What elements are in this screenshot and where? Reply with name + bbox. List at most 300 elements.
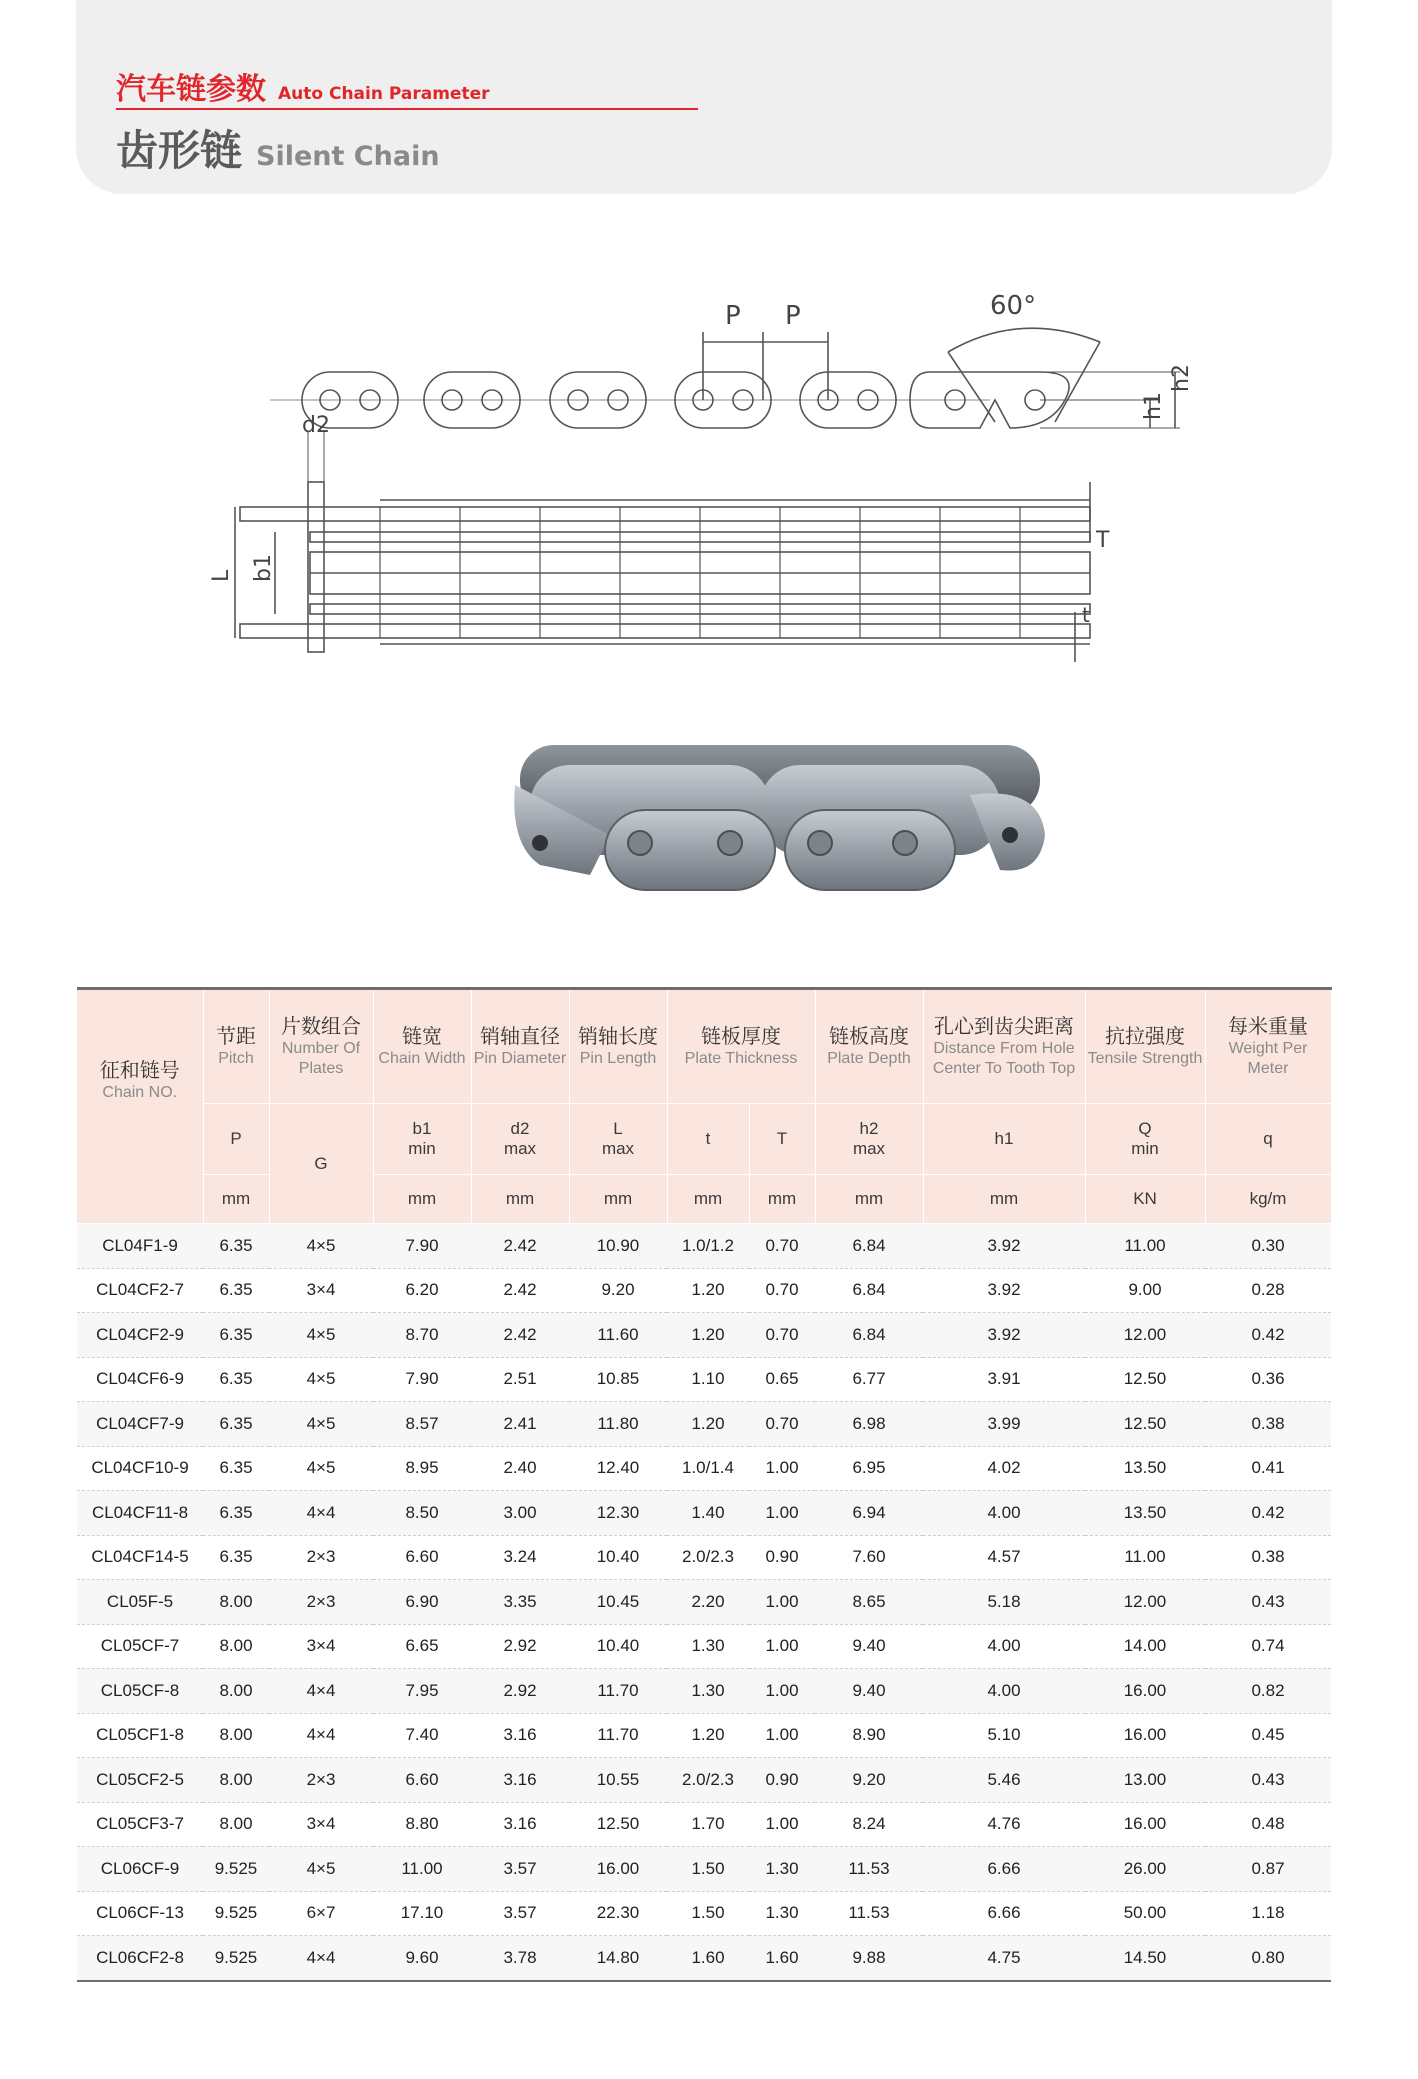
table-cell: 4×5 bbox=[269, 1357, 373, 1402]
table-cell: 11.00 bbox=[1085, 1535, 1205, 1580]
silent-chain-spec-table bbox=[77, 987, 1332, 1982]
table-cell: 9.88 bbox=[815, 1936, 923, 1981]
sym-plate-depth-sub: max bbox=[852, 1139, 886, 1158]
table-cell: 11.00 bbox=[373, 1847, 471, 1892]
table-cell: 8.95 bbox=[373, 1446, 471, 1491]
table-cell: 6.35 bbox=[203, 1224, 269, 1269]
table-cell: 4.75 bbox=[923, 1936, 1085, 1981]
col-distance-en: Distance From Hole Center To Tooth Top bbox=[932, 1039, 1076, 1077]
table-cell: 16.00 bbox=[569, 1847, 667, 1892]
chain-no-cell: CL04CF2-7 bbox=[77, 1268, 203, 1313]
sym-tensile-sub: min bbox=[1131, 1139, 1159, 1158]
table-cell: 1.70 bbox=[667, 1802, 749, 1847]
sym-pin-length bbox=[569, 1104, 667, 1175]
table-cell: 6.84 bbox=[815, 1268, 923, 1313]
table-cell: 3×4 bbox=[269, 1624, 373, 1669]
table-cell: 50.00 bbox=[1085, 1891, 1205, 1936]
col-chain-no-en: Chain NO. bbox=[102, 1084, 178, 1101]
table-cell: 14.80 bbox=[569, 1936, 667, 1981]
sym-plate-depth bbox=[815, 1104, 923, 1175]
table-cell: 17.10 bbox=[373, 1891, 471, 1936]
table-cell: 8.24 bbox=[815, 1802, 923, 1847]
sym-tensile-sym: Q bbox=[1138, 1119, 1152, 1138]
table-cell: 1.0/1.4 bbox=[667, 1446, 749, 1491]
table-cell: 3.99 bbox=[923, 1402, 1085, 1447]
table-cell: 12.30 bbox=[569, 1491, 667, 1536]
table-cell: 8.00 bbox=[203, 1758, 269, 1803]
table-cell: 8.70 bbox=[373, 1313, 471, 1358]
table-cell: 13.50 bbox=[1085, 1491, 1205, 1536]
table-cell: 1.0/1.2 bbox=[667, 1224, 749, 1269]
L-label: L bbox=[209, 569, 234, 582]
table-row bbox=[77, 1936, 1331, 1981]
pitch-label-2: P bbox=[785, 301, 801, 331]
table-cell: 6.98 bbox=[815, 1402, 923, 1447]
col-pin-length bbox=[569, 989, 667, 1104]
table-cell: 11.60 bbox=[569, 1313, 667, 1358]
page-title bbox=[116, 118, 440, 178]
col-pitch-en: Pitch bbox=[218, 1049, 254, 1067]
table-cell: 1.20 bbox=[667, 1313, 749, 1358]
table-cell: 8.00 bbox=[203, 1669, 269, 1714]
table-cell: 6.35 bbox=[203, 1402, 269, 1447]
sym-width bbox=[373, 1104, 471, 1175]
table-cell: 6.60 bbox=[373, 1535, 471, 1580]
table-cell: 10.45 bbox=[569, 1580, 667, 1625]
page-title-cn: 齿形链 bbox=[116, 126, 243, 175]
table-cell: 0.90 bbox=[749, 1535, 815, 1580]
table-cell: 6.60 bbox=[373, 1758, 471, 1803]
chain-no-cell: CL05CF2-5 bbox=[77, 1758, 203, 1803]
chain-no-cell: CL05F-5 bbox=[77, 1580, 203, 1625]
col-plates-en: Number Of Plates bbox=[281, 1039, 361, 1077]
table-cell: 1.00 bbox=[749, 1669, 815, 1714]
table-cell: 0.70 bbox=[749, 1313, 815, 1358]
table-cell: 11.53 bbox=[815, 1847, 923, 1892]
table-cell: 2×3 bbox=[269, 1580, 373, 1625]
table-cell: 1.00 bbox=[749, 1713, 815, 1758]
unit-weight: kg/m bbox=[1205, 1175, 1331, 1224]
sym-plates: G bbox=[269, 1104, 373, 1224]
table-cell: 6.35 bbox=[203, 1446, 269, 1491]
col-plate-thickness bbox=[667, 989, 815, 1104]
table-cell: 1.00 bbox=[749, 1580, 815, 1625]
sym-T: T bbox=[749, 1104, 815, 1175]
table-cell: 6.66 bbox=[923, 1891, 1085, 1936]
table-cell: 11.80 bbox=[569, 1402, 667, 1447]
col-pin-diameter-en: Pin Diameter bbox=[473, 1049, 567, 1067]
category-heading bbox=[116, 64, 490, 108]
angle-label: 60° bbox=[990, 291, 1037, 321]
table-cell: 6.94 bbox=[815, 1491, 923, 1536]
table-cell: 1.20 bbox=[667, 1268, 749, 1313]
spec-table-body bbox=[77, 1224, 1331, 1981]
T-label: T bbox=[1096, 528, 1110, 553]
col-tensile-en: Tensile Strength bbox=[1087, 1049, 1203, 1067]
table-cell: 7.40 bbox=[373, 1713, 471, 1758]
table-cell: 6.95 bbox=[815, 1446, 923, 1491]
col-pitch-cn: 节距 bbox=[216, 1025, 256, 1048]
table-cell: 2×3 bbox=[269, 1535, 373, 1580]
silent-chain-photo bbox=[500, 725, 1060, 900]
table-cell: 1.20 bbox=[667, 1402, 749, 1447]
chain-no-cell: CL04CF2-9 bbox=[77, 1313, 203, 1358]
col-plate-depth-en: Plate Depth bbox=[827, 1049, 911, 1067]
table-cell: 0.65 bbox=[749, 1357, 815, 1402]
table-cell: 8.50 bbox=[373, 1491, 471, 1536]
table-cell: 0.74 bbox=[1205, 1624, 1331, 1669]
table-cell: 0.70 bbox=[749, 1268, 815, 1313]
col-width bbox=[373, 989, 471, 1104]
sym-t: t bbox=[667, 1104, 749, 1175]
table-cell: 8.00 bbox=[203, 1580, 269, 1625]
table-cell: 2.42 bbox=[471, 1313, 569, 1358]
category-title-cn: 汽车链参数 bbox=[116, 72, 266, 107]
sym-width-sub: min bbox=[408, 1139, 436, 1158]
pitch-label-1: P bbox=[725, 301, 741, 331]
table-row bbox=[77, 1402, 1331, 1447]
page-title-en: Silent Chain bbox=[256, 141, 440, 172]
table-cell: 9.40 bbox=[815, 1669, 923, 1714]
unit-tensile: KN bbox=[1085, 1175, 1205, 1224]
chain-no-cell: CL05CF-8 bbox=[77, 1669, 203, 1714]
table-cell: 2.0/2.3 bbox=[667, 1758, 749, 1803]
table-cell: 4.00 bbox=[923, 1669, 1085, 1714]
table-row bbox=[77, 1713, 1331, 1758]
table-cell: 0.82 bbox=[1205, 1669, 1331, 1714]
table-row bbox=[77, 1535, 1331, 1580]
table-cell: 2.92 bbox=[471, 1624, 569, 1669]
table-cell: 0.87 bbox=[1205, 1847, 1331, 1892]
table-cell: 6.77 bbox=[815, 1357, 923, 1402]
table-cell: 0.38 bbox=[1205, 1535, 1331, 1580]
table-cell: 3×4 bbox=[269, 1802, 373, 1847]
table-cell: 14.00 bbox=[1085, 1624, 1205, 1669]
sym-pitch: P bbox=[203, 1104, 269, 1175]
table-cell: 3.35 bbox=[471, 1580, 569, 1625]
h1-label: h1 bbox=[1141, 392, 1166, 420]
col-width-en: Chain Width bbox=[378, 1049, 466, 1067]
header-row-symbols bbox=[77, 1104, 1331, 1175]
col-distance-cn: 孔心到齿尖距离 bbox=[934, 1015, 1074, 1038]
unit-width: mm bbox=[373, 1175, 471, 1224]
col-plates bbox=[269, 989, 373, 1104]
table-cell: 0.30 bbox=[1205, 1224, 1331, 1269]
table-cell: 8.00 bbox=[203, 1624, 269, 1669]
table-cell: 1.00 bbox=[749, 1446, 815, 1491]
col-weight-en: Weight Per Meter bbox=[1228, 1039, 1308, 1077]
chain-no-cell: CL06CF-9 bbox=[77, 1847, 203, 1892]
table-row bbox=[77, 1224, 1331, 1269]
table-cell: 1.18 bbox=[1205, 1891, 1331, 1936]
table-cell: 6.20 bbox=[373, 1268, 471, 1313]
table-cell: 6.35 bbox=[203, 1491, 269, 1536]
table-cell: 1.50 bbox=[667, 1891, 749, 1936]
unit-t: mm bbox=[667, 1175, 749, 1224]
chain-no-cell: CL04CF11-8 bbox=[77, 1491, 203, 1536]
table-cell: 10.85 bbox=[569, 1357, 667, 1402]
col-plate-depth bbox=[815, 989, 923, 1104]
col-pin-diameter-cn: 销轴直径 bbox=[480, 1025, 560, 1048]
table-cell: 0.43 bbox=[1205, 1580, 1331, 1625]
table-cell: 8.00 bbox=[203, 1713, 269, 1758]
h2-label: h2 bbox=[1169, 364, 1194, 392]
header-band bbox=[76, 0, 1332, 194]
table-cell: 3.57 bbox=[471, 1891, 569, 1936]
table-cell: 0.48 bbox=[1205, 1802, 1331, 1847]
table-cell: 12.00 bbox=[1085, 1580, 1205, 1625]
table-cell: 12.50 bbox=[1085, 1357, 1205, 1402]
col-distance bbox=[923, 989, 1085, 1104]
sym-tensile bbox=[1085, 1104, 1205, 1175]
table-cell: 6.84 bbox=[815, 1313, 923, 1358]
table-cell: 8.65 bbox=[815, 1580, 923, 1625]
table-cell: 6.65 bbox=[373, 1624, 471, 1669]
table-cell: 1.40 bbox=[667, 1491, 749, 1536]
table-cell: 0.38 bbox=[1205, 1402, 1331, 1447]
table-cell: 11.70 bbox=[569, 1713, 667, 1758]
table-cell: 6×7 bbox=[269, 1891, 373, 1936]
table-row bbox=[77, 1357, 1331, 1402]
top-view bbox=[235, 432, 1090, 662]
table-row bbox=[77, 1580, 1331, 1625]
table-cell: 3.57 bbox=[471, 1847, 569, 1892]
table-cell: 16.00 bbox=[1085, 1713, 1205, 1758]
table-cell: 2.40 bbox=[471, 1446, 569, 1491]
table-cell: 22.30 bbox=[569, 1891, 667, 1936]
table-cell: 13.50 bbox=[1085, 1446, 1205, 1491]
col-plate-thickness-cn: 链板厚度 bbox=[701, 1025, 781, 1048]
col-weight-cn: 每米重量 bbox=[1228, 1015, 1308, 1038]
table-cell: 5.18 bbox=[923, 1580, 1085, 1625]
table-cell: 4×5 bbox=[269, 1402, 373, 1447]
table-cell: 2.0/2.3 bbox=[667, 1535, 749, 1580]
table-cell: 1.60 bbox=[667, 1936, 749, 1981]
table-cell: 9.60 bbox=[373, 1936, 471, 1981]
col-plates-cn: 片数组合 bbox=[281, 1015, 361, 1038]
table-row bbox=[77, 1847, 1331, 1892]
t-label: t bbox=[1082, 603, 1090, 627]
table-cell: 4.00 bbox=[923, 1491, 1085, 1536]
table-cell: 1.20 bbox=[667, 1713, 749, 1758]
sym-distance: h1 bbox=[923, 1104, 1085, 1175]
table-cell: 0.70 bbox=[749, 1402, 815, 1447]
header-row-names bbox=[77, 989, 1331, 1104]
table-cell: 16.00 bbox=[1085, 1802, 1205, 1847]
table-cell: 3×4 bbox=[269, 1268, 373, 1313]
table-row bbox=[77, 1313, 1331, 1358]
col-pin-length-cn: 销轴长度 bbox=[578, 1025, 658, 1048]
chain-technical-drawing bbox=[209, 282, 1260, 662]
sym-width-sym: b1 bbox=[412, 1119, 432, 1138]
table-cell: 2×3 bbox=[269, 1758, 373, 1803]
table-cell: 9.525 bbox=[203, 1847, 269, 1892]
table-cell: 1.00 bbox=[749, 1491, 815, 1536]
table-cell: 3.91 bbox=[923, 1357, 1085, 1402]
table-cell: 12.50 bbox=[1085, 1402, 1205, 1447]
table-cell: 6.35 bbox=[203, 1313, 269, 1358]
table-cell: 0.42 bbox=[1205, 1313, 1331, 1358]
table-cell: 8.90 bbox=[815, 1713, 923, 1758]
table-cell: 13.00 bbox=[1085, 1758, 1205, 1803]
unit-pitch: mm bbox=[203, 1175, 269, 1224]
chain-no-cell: CL06CF-13 bbox=[77, 1891, 203, 1936]
sym-pin-diameter-sub: max bbox=[503, 1139, 537, 1158]
table-cell: 10.40 bbox=[569, 1535, 667, 1580]
table-cell: 1.00 bbox=[749, 1624, 815, 1669]
chain-no-cell: CL06CF2-8 bbox=[77, 1936, 203, 1981]
table-cell: 10.40 bbox=[569, 1624, 667, 1669]
chain-no-cell: CL04CF6-9 bbox=[77, 1357, 203, 1402]
table-cell: 5.46 bbox=[923, 1758, 1085, 1803]
table-cell: 8.57 bbox=[373, 1402, 471, 1447]
table-cell: 16.00 bbox=[1085, 1669, 1205, 1714]
col-pin-length-en: Pin Length bbox=[579, 1049, 657, 1067]
table-cell: 9.40 bbox=[815, 1624, 923, 1669]
table-cell: 1.60 bbox=[749, 1936, 815, 1981]
table-row bbox=[77, 1891, 1331, 1936]
col-pitch bbox=[203, 989, 269, 1104]
category-underline bbox=[116, 108, 698, 110]
table-cell: 12.50 bbox=[569, 1802, 667, 1847]
table-cell: 3.16 bbox=[471, 1802, 569, 1847]
table-cell: 7.90 bbox=[373, 1224, 471, 1269]
table-cell: 3.92 bbox=[923, 1313, 1085, 1358]
chain-no-cell: CL04CF14-5 bbox=[77, 1535, 203, 1580]
unit-pin-diameter: mm bbox=[471, 1175, 569, 1224]
table-cell: 6.35 bbox=[203, 1357, 269, 1402]
table-row bbox=[77, 1268, 1331, 1313]
table-cell: 12.00 bbox=[1085, 1313, 1205, 1358]
table-row bbox=[77, 1669, 1331, 1714]
table-cell: 4.02 bbox=[923, 1446, 1085, 1491]
table-cell: 2.51 bbox=[471, 1357, 569, 1402]
table-cell: 11.00 bbox=[1085, 1224, 1205, 1269]
table-cell: 1.10 bbox=[667, 1357, 749, 1402]
table-cell: 3.16 bbox=[471, 1758, 569, 1803]
category-title-en: Auto Chain Parameter bbox=[278, 84, 490, 104]
table-cell: 0.70 bbox=[749, 1224, 815, 1269]
table-cell: 3.16 bbox=[471, 1713, 569, 1758]
table-cell: 10.55 bbox=[569, 1758, 667, 1803]
chain-no-cell: CL05CF3-7 bbox=[77, 1802, 203, 1847]
table-cell: 7.60 bbox=[815, 1535, 923, 1580]
chain-no-cell: CL04F1-9 bbox=[77, 1224, 203, 1269]
table-cell: 0.41 bbox=[1205, 1446, 1331, 1491]
table-cell: 1.50 bbox=[667, 1847, 749, 1892]
table-cell: 1.30 bbox=[667, 1669, 749, 1714]
table-cell: 3.92 bbox=[923, 1224, 1085, 1269]
table-row bbox=[77, 1491, 1331, 1536]
table-cell: 12.40 bbox=[569, 1446, 667, 1491]
table-cell: 1.30 bbox=[667, 1624, 749, 1669]
table-cell: 26.00 bbox=[1085, 1847, 1205, 1892]
table-cell: 9.00 bbox=[1085, 1268, 1205, 1313]
table-row bbox=[77, 1624, 1331, 1669]
table-cell: 9.525 bbox=[203, 1936, 269, 1981]
table-cell: 0.80 bbox=[1205, 1936, 1331, 1981]
table-cell: 4×5 bbox=[269, 1847, 373, 1892]
table-cell: 7.90 bbox=[373, 1357, 471, 1402]
table-cell: 6.35 bbox=[203, 1268, 269, 1313]
table-cell: 4×5 bbox=[269, 1224, 373, 1269]
chain-no-cell: CL05CF-7 bbox=[77, 1624, 203, 1669]
table-cell: 2.42 bbox=[471, 1224, 569, 1269]
table-cell: 0.43 bbox=[1205, 1758, 1331, 1803]
table-cell: 4.57 bbox=[923, 1535, 1085, 1580]
table-cell: 9.525 bbox=[203, 1891, 269, 1936]
table-cell: 0.36 bbox=[1205, 1357, 1331, 1402]
table-cell: 6.84 bbox=[815, 1224, 923, 1269]
table-cell: 3.92 bbox=[923, 1268, 1085, 1313]
table-cell: 2.20 bbox=[667, 1580, 749, 1625]
unit-pin-length: mm bbox=[569, 1175, 667, 1224]
table-row bbox=[77, 1758, 1331, 1803]
table-cell: 3.24 bbox=[471, 1535, 569, 1580]
col-chain-no-cn: 征和链号 bbox=[99, 1060, 180, 1082]
table-cell: 4.76 bbox=[923, 1802, 1085, 1847]
header-row-units bbox=[77, 1175, 1331, 1224]
table-cell: 4×4 bbox=[269, 1713, 373, 1758]
col-tensile-cn: 抗拉强度 bbox=[1105, 1025, 1185, 1048]
chain-no-cell: CL04CF7-9 bbox=[77, 1402, 203, 1447]
unit-T: mm bbox=[749, 1175, 815, 1224]
col-plate-depth-cn: 链板高度 bbox=[829, 1025, 909, 1048]
unit-plate-depth: mm bbox=[815, 1175, 923, 1224]
table-cell: 6.35 bbox=[203, 1535, 269, 1580]
sym-weight: q bbox=[1205, 1104, 1331, 1175]
table-cell: 2.92 bbox=[471, 1669, 569, 1714]
sym-pin-length-sym: L bbox=[613, 1119, 623, 1138]
table-cell: 1.30 bbox=[749, 1847, 815, 1892]
table-cell: 2.42 bbox=[471, 1268, 569, 1313]
b1-label: b1 bbox=[251, 554, 276, 582]
table-cell: 11.70 bbox=[569, 1669, 667, 1714]
table-cell: 3.00 bbox=[471, 1491, 569, 1536]
table-cell: 6.90 bbox=[373, 1580, 471, 1625]
table-cell: 10.90 bbox=[569, 1224, 667, 1269]
sym-plate-depth-sym: h2 bbox=[859, 1119, 879, 1138]
col-tensile bbox=[1085, 989, 1205, 1104]
table-cell: 2.41 bbox=[471, 1402, 569, 1447]
table-cell: 4×5 bbox=[269, 1446, 373, 1491]
table-cell: 0.42 bbox=[1205, 1491, 1331, 1536]
table-cell: 14.50 bbox=[1085, 1936, 1205, 1981]
table-cell: 6.66 bbox=[923, 1847, 1085, 1892]
table-cell: 1.30 bbox=[749, 1891, 815, 1936]
table-cell: 5.10 bbox=[923, 1713, 1085, 1758]
table-cell: 4×5 bbox=[269, 1313, 373, 1358]
table-cell: 4×4 bbox=[269, 1936, 373, 1981]
unit-distance: mm bbox=[923, 1175, 1085, 1224]
table-cell: 11.53 bbox=[815, 1891, 923, 1936]
col-plate-thickness-en: Plate Thickness bbox=[684, 1049, 798, 1067]
sym-pin-diameter bbox=[471, 1104, 569, 1175]
col-pin-diameter bbox=[471, 989, 569, 1104]
chain-no-cell: CL04CF10-9 bbox=[77, 1446, 203, 1491]
col-chain-no bbox=[77, 989, 203, 1224]
table-cell: 0.28 bbox=[1205, 1268, 1331, 1313]
table-cell: 8.00 bbox=[203, 1802, 269, 1847]
table-cell: 9.20 bbox=[815, 1758, 923, 1803]
table-cell: 0.90 bbox=[749, 1758, 815, 1803]
table-cell: 7.95 bbox=[373, 1669, 471, 1714]
table-row bbox=[77, 1446, 1331, 1491]
table-cell: 4×4 bbox=[269, 1669, 373, 1714]
table-cell: 8.80 bbox=[373, 1802, 471, 1847]
table-cell: 3.78 bbox=[471, 1936, 569, 1981]
sym-pin-length-sub: max bbox=[601, 1139, 635, 1158]
